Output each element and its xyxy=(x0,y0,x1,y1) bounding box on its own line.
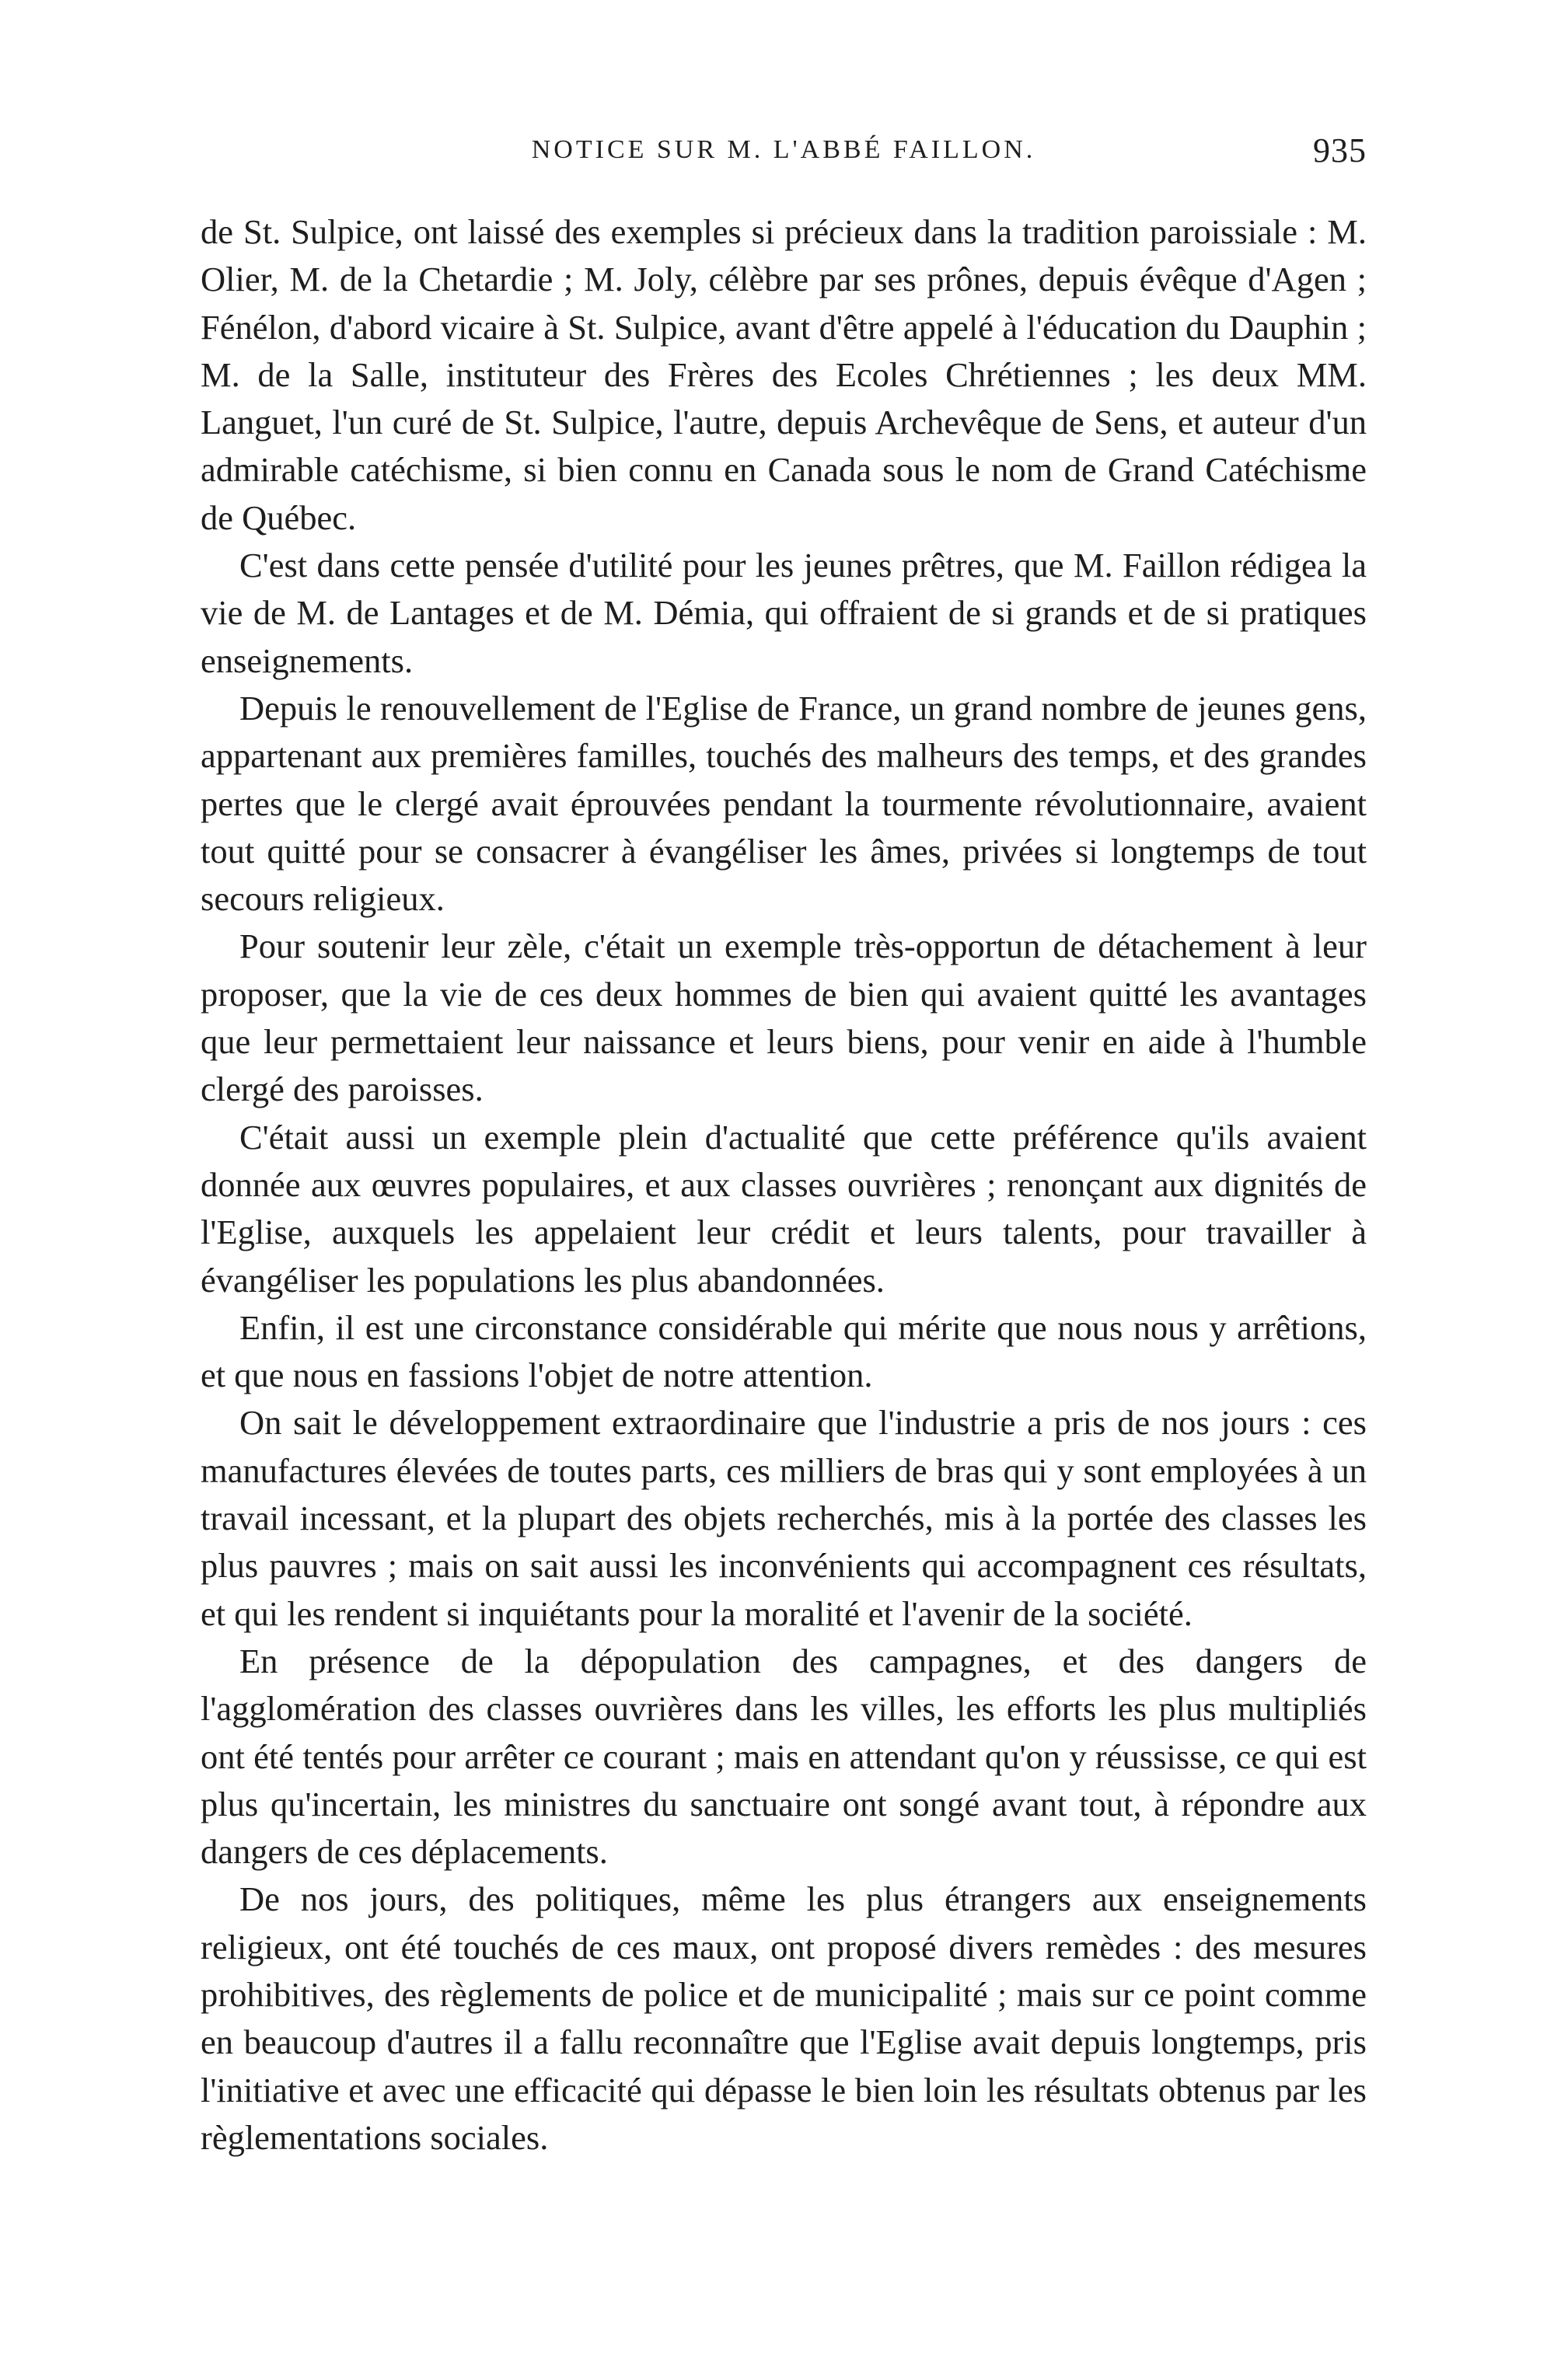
paragraph-continued: de St. Sulpice, ont laissé des exemples si précieux dans la tradition paroissiale : M. Olier, M. de la Chetardie ; M. Joly, célèbre par ses prônes, depuis évêque d'Agen ; Fénélon, d'abord vicaire à St. Sulpice, avant d'être appelé à l'éducation du Dauphin ; M. de la Salle, instituteur des Frères des Ecoles Chrétiennes ; les deux MM. Languet, l'un curé de St. Sulpice, l'autre, depuis Archevêque de Sens, et auteur d'un admirable catéchisme, si bien connu en Canada sous le nom de Grand Catéchisme de Québec. xyxy=(201,212,1367,537)
body-text xyxy=(201,208,1367,2162)
page-number: 935 xyxy=(1313,131,1367,169)
paragraph: C'était aussi un exemple plein d'actualité que cette préférence qu'ils avaient donnée aux œuvres populaires, et aux classes ouvrières ; renonçant aux dignités de l'Eglise, auxquels les appelaient leur crédit et leurs talents, pour travailler à évangéliser les populations les plus abandonnées. xyxy=(201,1117,1367,1300)
paragraph: Pour soutenir leur zèle, c'était un exemple très-opportun de détachement à leur proposer, que la vie de ces deux hommes de bien qui avaient quitté les avantages que leur permettaient leur naissance et leurs biens, pour venir en aide à l'humble clergé des paroisses. xyxy=(201,927,1367,1109)
running-title: NOTICE SUR M. L'ABBÉ FAILLON. xyxy=(531,135,1036,164)
paragraph: Depuis le renouvellement de l'Eglise de France, un grand nombre de jeunes gens, appartenant aux premières familles, touchés des malheurs des temps, et des grandes pertes que le clergé avait éprouvées pendant la tourmente révolutionnaire, avaient tout quitté pour se consacrer à évangéliser les âmes, privées si longtemps de tout secours religieux. xyxy=(201,688,1367,919)
paragraph: On sait le développement extraordinaire que l'industrie a pris de nos jours : ces manufactures élevées de toutes parts, ces milliers de bras qui y sont employées à un travail incessant, et la plupart des objets recherchés, mis à la portée des classes les plus pauvres ; mais on sait aussi les inconvénients qui accompagnent ces résultats, et qui les rendent si inquiétants pour la moralité et l'avenir de la société. xyxy=(201,1403,1367,1633)
paragraph: En présence de la dépopulation des campagnes, et des dangers de l'agglomération des classes ouvrières dans les villes, les efforts les plus multipliés ont été tentés pour arrêter ce courant ; mais en attendant qu'on y réussisse, ce qui est plus qu'incertain, les ministres du sanctuaire ont songé avant tout, à répondre aux dangers de ces déplacements. xyxy=(201,1641,1367,1872)
running-head xyxy=(201,131,1367,185)
paragraph: De nos jours, des politiques, même les plus étrangers aux enseignements religieux, ont été touchés de ces maux, ont proposé divers remèdes : des mesures prohibitives, des règlements de police et de municipalité ; mais sur ce point comme en beaucoup d'autres il a fallu reconnaître que l'Eglise avait depuis longtemps, pris l'initiative et avec une efficacité qui dépasse le bien loin les résultats obtenus par les règlementations sociales. xyxy=(201,1879,1367,2157)
paragraph: Enfin, il est une circonstance considérable qui mérite que nous nous y arrêtions, et que nous en fassions l'objet de notre attention. xyxy=(201,1307,1367,1395)
paragraph: C'est dans cette pensée d'utilité pour les jeunes prêtres, que M. Faillon rédigea la vie de M. de Lantages et de M. Démia, qui offraient de si grands et de si pratiques enseignements. xyxy=(201,546,1367,680)
